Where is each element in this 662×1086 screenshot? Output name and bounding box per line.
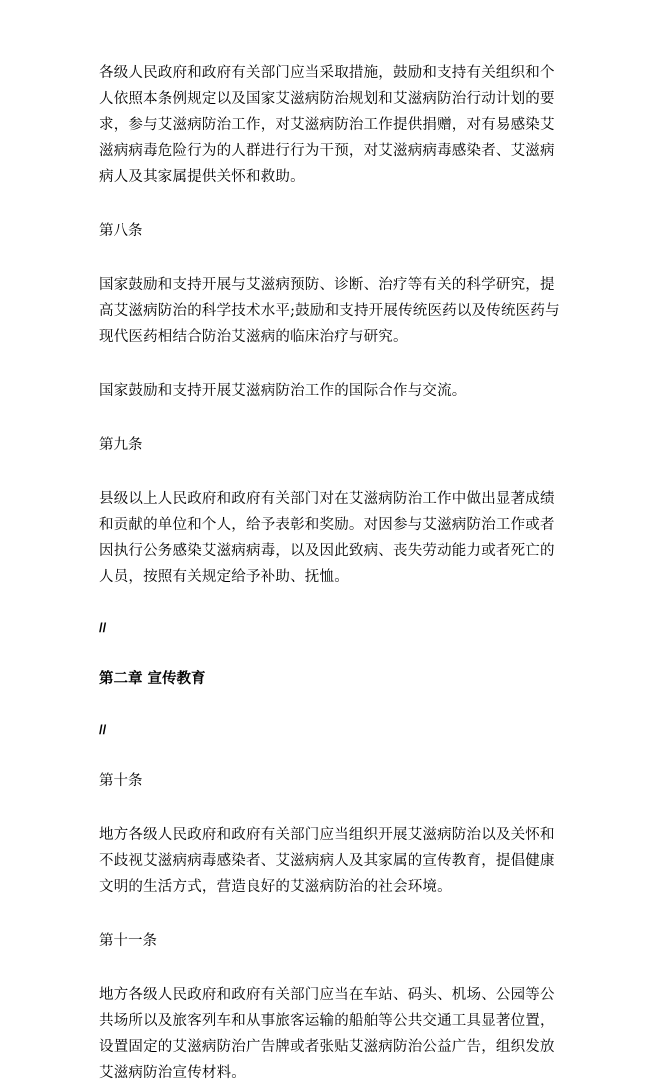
article-11-heading: 第十一条 bbox=[99, 933, 157, 949]
separator-2: // bbox=[99, 722, 107, 737]
chapter-2-title: 第二章 宣传教育 bbox=[99, 671, 206, 687]
article-8-paragraph-1: 国家鼓励和支持开展与艾滋病预防、诊断、治疗等有关的科学研究，提高艾滋病防治的科学技术水平;鼓励和支持开展传统医药以及传统医药与现代医药相结合防治艾滋病的临床治疗与研究。 bbox=[99, 277, 560, 345]
document-page bbox=[99, 60, 569, 1081]
separator-1: // bbox=[99, 620, 107, 635]
article-8-heading: 第八条 bbox=[99, 223, 143, 239]
article-8-paragraph-2: 国家鼓励和支持开展艾滋病防治工作的国际合作与交流。 bbox=[99, 383, 467, 399]
article-9-paragraph: 县级以上人民政府和政府有关部门对在艾滋病防治工作中做出显著成绩和贡献的单位和个人，给予表彰和奖励。对因参与艾滋病防治工作或者因执行公务感染艾滋病病毒，以及因此致病、丧失劳动能力或者死亡的人员，按照有关规定给予补助、抚恤。 bbox=[99, 491, 555, 585]
article-10-heading: 第十条 bbox=[99, 773, 143, 789]
article-11-paragraph: 地方各级人民政府和政府有关部门应当在车站、码头、机场、公园等公共场所以及旅客列车和从事旅客运输的船舶等公共交通工具显著位置，设置固定的艾滋病防治广告牌或者张贴艾滋病防治公益广告，组织发放艾滋病防治宣传材料。 bbox=[99, 987, 555, 1081]
article-10-paragraph: 地方各级人民政府和政府有关部门应当组织开展艾滋病防治以及关怀和不歧视艾滋病病毒感染者、艾滋病病人及其家属的宣传教育，提倡健康文明的生活方式，营造良好的艾滋病防治的社会环境。 bbox=[99, 827, 555, 895]
article-7-paragraph: 各级人民政府和政府有关部门应当采取措施，鼓励和支持有关组织和个人依照本条例规定以及国家艾滋病防治规划和艾滋病防治行动计划的要求，参与艾滋病防治工作，对艾滋病防治工作提供捐赠，对有易感染艾滋病病毒危险行为的人群进行行为干预，对艾滋病病毒感染者、艾滋病病人及其家属提供关怀和救助。 bbox=[99, 65, 555, 185]
article-9-heading: 第九条 bbox=[99, 437, 143, 453]
